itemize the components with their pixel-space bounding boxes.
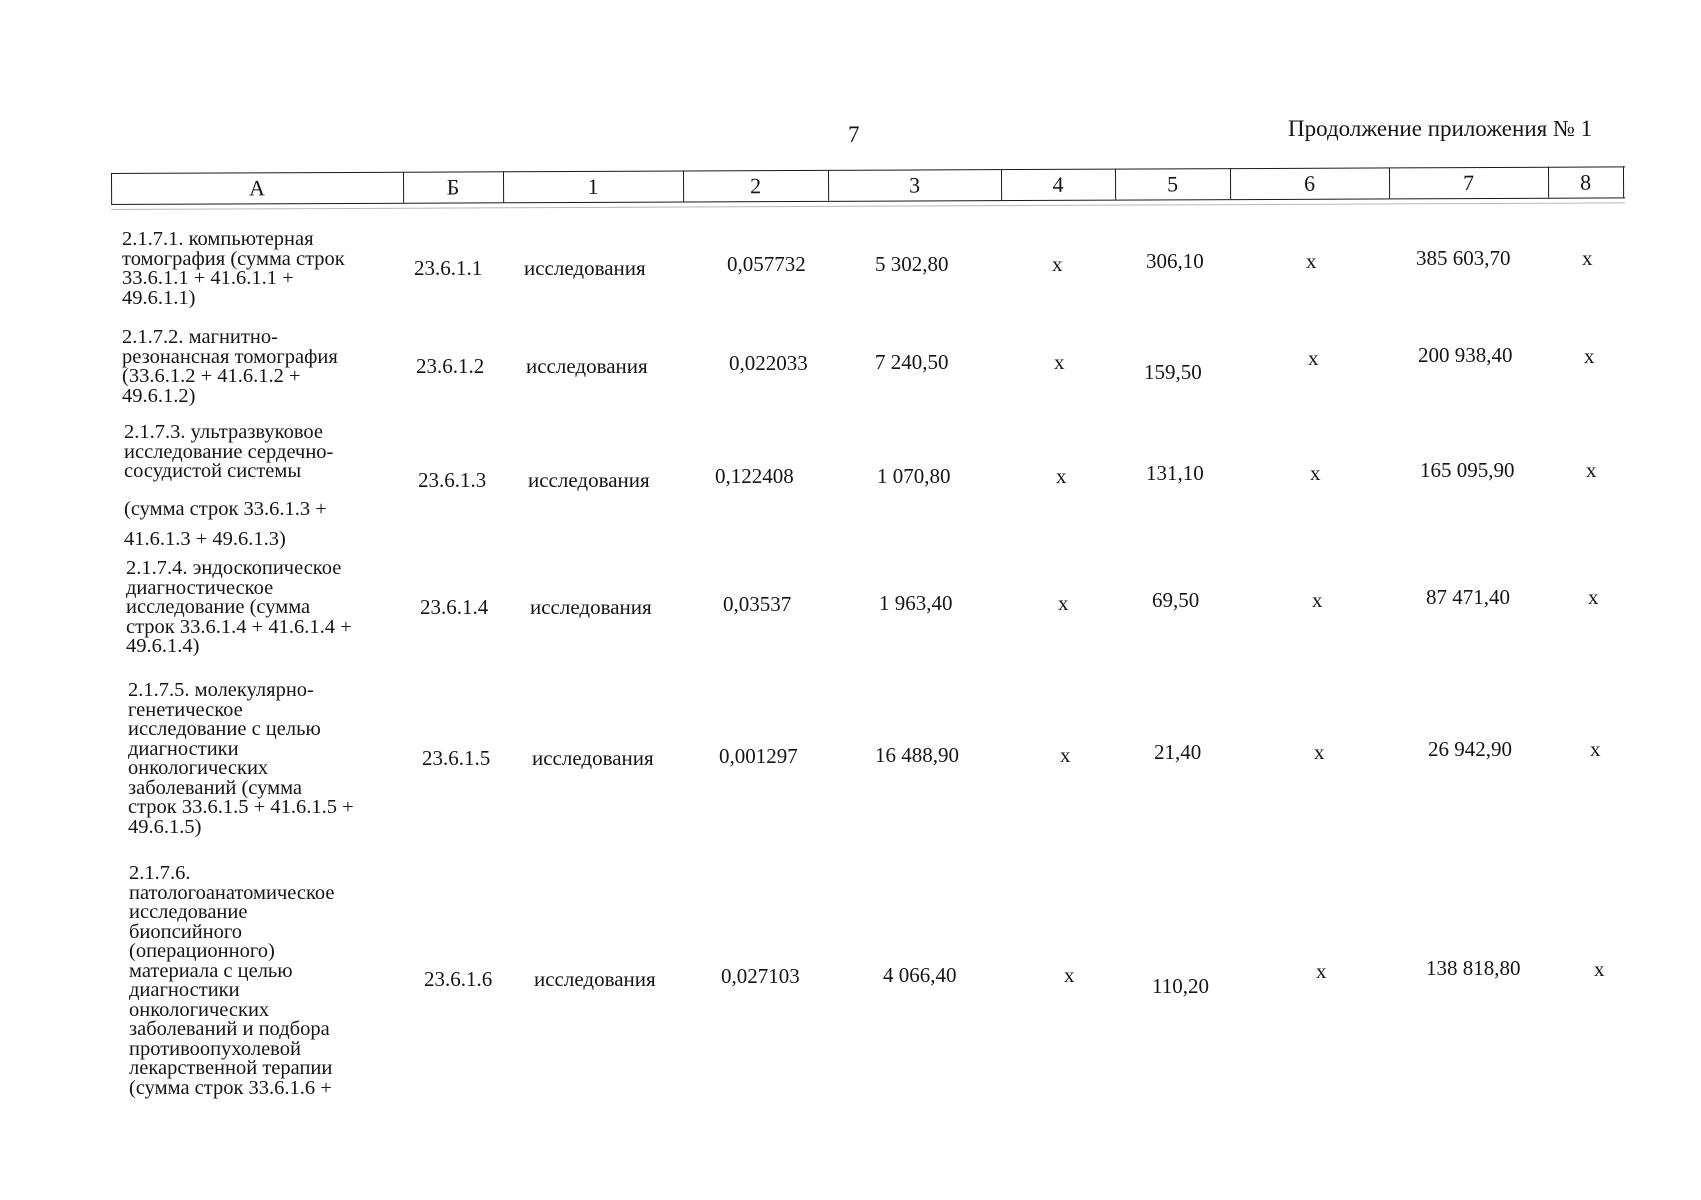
row-col-5: 131,10 (1146, 461, 1204, 485)
row-description: 2.1.7.1. компьютерная томография (сумма строк 33.6.1.1 + 41.6.1.1 + 49.6.1.1) (122, 228, 345, 309)
row-col-3: 1 963,40 (879, 591, 953, 615)
row-code: 23.6.1.5 (422, 746, 491, 770)
row-col-6: х (1306, 249, 1317, 273)
row-description: 2.1.7.4. эндоскопическое диагностическое исследование (сумма строк 33.6.1.4 + 41.6.1.4 + 49.6.1.4) (126, 557, 352, 657)
row-col-4: х (1052, 252, 1063, 276)
row-unit: исследования (534, 967, 656, 991)
row-col-8: х (1590, 737, 1601, 761)
column-header-3: 3 (909, 172, 921, 198)
column-header-1: 1 (587, 173, 599, 199)
column-header-5: 5 (1167, 171, 1179, 197)
row-description-sum: (сумма строк 33.6.1.3 + 41.6.1.3 + 49.6.1.3) (124, 497, 327, 550)
row-col-5: 110,20 (1152, 974, 1209, 998)
row-code: 23.6.1.1 (414, 256, 483, 280)
row-col-6: х (1312, 588, 1323, 612)
row-col-4: х (1056, 464, 1067, 488)
row-col-2: 0,122408 (715, 464, 794, 488)
row-code: 23.6.1.3 (418, 468, 487, 492)
row-description: 2.1.7.2. магнитно- резонансная томография (33.6.1.2 + 41.6.1.2 + 49.6.1.2) (122, 326, 338, 407)
column-header-a: А (249, 175, 266, 201)
row-col-4: х (1064, 963, 1075, 987)
row-col-2: 0,027103 (721, 964, 800, 988)
row-col-5: 306,10 (1146, 249, 1204, 273)
row-col-8: х (1586, 458, 1597, 482)
row-unit: исследования (528, 468, 650, 492)
column-header-b: Б (446, 174, 460, 200)
row-col-5: 69,50 (1152, 588, 1200, 612)
row-description (124, 423, 333, 554)
row-col-5: 21,40 (1154, 740, 1202, 764)
row-description-main: 2.1.7.3. ультразвуковое исследование сердечно- сосудистой системы (124, 421, 334, 482)
row-col-8: х (1582, 246, 1593, 270)
column-header-7: 7 (1463, 170, 1475, 196)
column-header-2: 2 (750, 173, 762, 199)
row-unit: исследования (524, 256, 646, 280)
row-col-4: х (1058, 591, 1069, 615)
row-col-6: х (1314, 740, 1325, 764)
row-unit: исследования (530, 595, 652, 619)
row-col-2: 0,03537 (723, 592, 792, 616)
row-col-3: 1 070,80 (877, 464, 951, 488)
row-col-2: 0,057732 (727, 252, 806, 276)
row-col-3: 5 302,80 (875, 252, 949, 276)
row-col-7: 200 938,40 (1418, 343, 1513, 367)
row-col-3: 7 240,50 (875, 350, 949, 374)
appendix-continuation-note: Продолжение приложения № 1 (1288, 116, 1593, 141)
row-col-2: 0,001297 (719, 744, 798, 768)
row-code: 23.6.1.4 (420, 595, 489, 619)
header-border (1623, 166, 1624, 197)
column-header-6: 6 (1304, 170, 1316, 196)
row-col-8: х (1594, 957, 1605, 981)
row-description: 2.1.7.6. патологоанатомическое исследование биопсийного (операционного) материала с целью диагностики онкологических заболеваний и подбора противоопухолевой лекарственной терапии (сумма строк 33.6.1.6 + (129, 862, 335, 1099)
row-col-6: х (1316, 959, 1327, 983)
row-col-7: 87 471,40 (1426, 585, 1510, 609)
row-col-7: 26 942,90 (1428, 737, 1512, 761)
row-unit: исследования (526, 354, 648, 378)
row-col-8: х (1584, 344, 1595, 368)
row-col-6: х (1310, 461, 1321, 485)
row-description: 2.1.7.5. молекулярно- генетическое исследование с целью диагностики онкологических заболеваний (сумма строк 33.6.1.5 + 41.6.1.5 + 49.6.1.5) (128, 679, 354, 838)
row-col-5: 159,50 (1144, 360, 1202, 384)
table-header-row (111, 166, 1625, 211)
row-col-7: 165 095,90 (1420, 458, 1515, 482)
row-col-7: 138 818,80 (1426, 956, 1521, 980)
page-number: 7 (848, 122, 860, 147)
row-code: 23.6.1.2 (416, 354, 485, 378)
row-col-7: 385 603,70 (1416, 246, 1511, 270)
column-header-4: 4 (1052, 171, 1064, 197)
row-col-4: х (1054, 350, 1065, 374)
row-col-3: 4 066,40 (883, 963, 957, 987)
row-col-3: 16 488,90 (875, 743, 959, 767)
row-col-4: х (1060, 743, 1071, 767)
row-unit: исследования (532, 746, 654, 770)
column-header-8: 8 (1579, 169, 1592, 195)
row-col-2: 0,022033 (729, 351, 808, 375)
row-col-8: х (1588, 585, 1599, 609)
row-col-6: х (1308, 346, 1319, 370)
row-code: 23.6.1.6 (424, 967, 493, 991)
